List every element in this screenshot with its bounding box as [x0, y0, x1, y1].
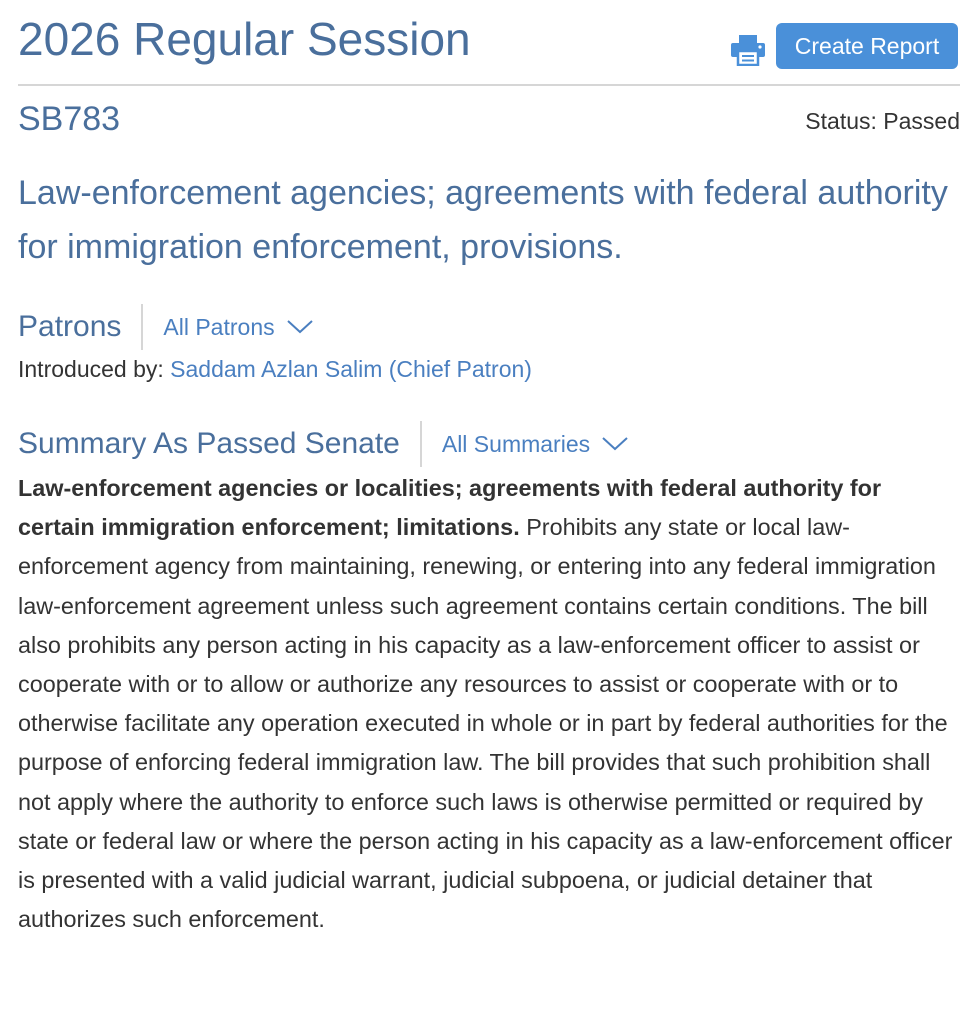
all-summaries-dropdown[interactable]	[422, 431, 628, 458]
bill-number: SB783	[18, 100, 121, 138]
chevron-down-icon	[287, 320, 313, 334]
bill-page	[18, 0, 960, 933]
summary-heading: Summary As Passed Senate	[18, 427, 400, 460]
page-header	[18, 0, 960, 86]
patrons-heading: Patrons	[18, 310, 122, 343]
create-report-button[interactable]: Create Report	[776, 23, 958, 69]
summary-body: Prohibits any state or local law-enforcement agency from maintaining, renewing, or entering into any federal immigration law-enforcement agreement unless such agreement contains certain conditions. The bill also prohibits any person acting in his capacity as a law-enforcement officer to assist or cooperate with or to allow or authorize any resources to assist or cooperate with or to otherwise facilitate any operation executed in whole or in part by federal authorities for the purpose of enforcing federal immigration law. The bill provides that such prohibition shall not apply where the authority to enforce such laws is otherwise permitted or required by state or federal law or where the person acting in his capacity as a law-enforcement officer is presented with a valid judicial warrant, judicial subpoena, or judicial detainer that authorizes such enforcement.	[18, 514, 953, 933]
all-patrons-label: All Patrons	[163, 313, 275, 340]
bill-status: Status: Passed	[805, 108, 960, 134]
summary-text	[18, 469, 962, 939]
chevron-down-icon	[602, 437, 628, 451]
chief-patron-link[interactable]: Saddam Azlan Salim (Chief Patron)	[170, 356, 532, 382]
summary-bold-lead: Law-enforcement agencies or localities; agreements with federal authority for certain immigration enforcement; limitations.	[18, 475, 882, 541]
patrons-header	[18, 304, 313, 350]
printer-icon[interactable]	[730, 34, 766, 66]
all-patrons-dropdown[interactable]	[143, 314, 312, 341]
all-summaries-label: All Summaries	[441, 430, 591, 457]
bill-title: Law-enforcement agencies; agreements with federal authority for immigration enforcement, provisions.	[18, 174, 948, 266]
introduced-by-label: Introduced by:	[18, 356, 164, 382]
summary-header	[18, 421, 628, 467]
session-title: 2026 Regular Session	[18, 13, 471, 65]
introduced-by	[18, 356, 532, 383]
